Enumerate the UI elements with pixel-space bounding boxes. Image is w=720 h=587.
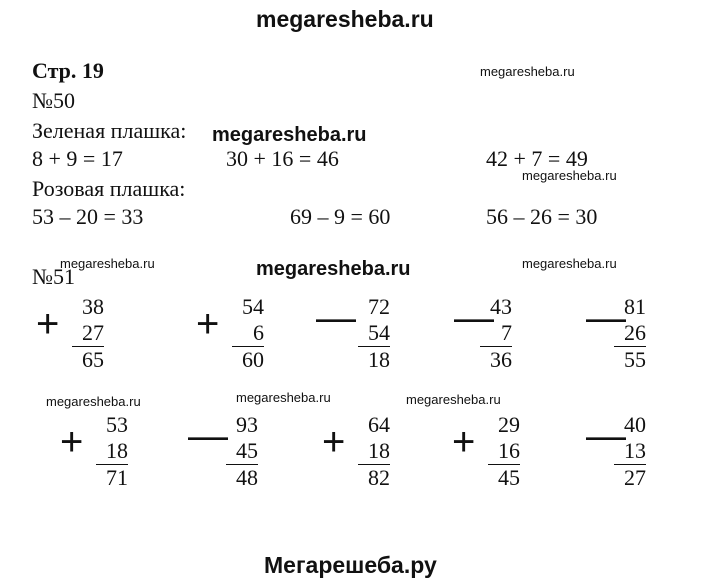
second-operand: 6 bbox=[232, 320, 264, 347]
column-sum bbox=[196, 294, 276, 378]
first-operand: 29 bbox=[498, 412, 520, 437]
first-operand: 54 bbox=[242, 294, 264, 319]
column-sum bbox=[60, 412, 140, 496]
second-operand: 26 bbox=[614, 320, 646, 347]
result: 82 bbox=[368, 465, 390, 490]
task-50-number: №50 bbox=[32, 88, 75, 113]
watermark-small: megaresheba.ru bbox=[236, 390, 331, 405]
first-operand: 38 bbox=[82, 294, 104, 319]
operation-sign: + bbox=[196, 302, 220, 346]
operation-sign: — bbox=[586, 414, 626, 458]
green-equation-1: 8 + 9 = 17 bbox=[32, 146, 123, 171]
result: 55 bbox=[624, 347, 646, 372]
watermark-small: megaresheba.ru bbox=[480, 64, 575, 79]
second-operand: 7 bbox=[480, 320, 512, 347]
second-operand: 13 bbox=[614, 438, 646, 465]
task-51-number: №51 bbox=[32, 264, 75, 289]
watermark-small: megaresheba.ru bbox=[406, 392, 501, 407]
operation-sign: — bbox=[316, 296, 356, 340]
result: 48 bbox=[236, 465, 258, 490]
result: 65 bbox=[82, 347, 104, 372]
column-difference bbox=[318, 294, 408, 378]
watermark-small: megaresheba.ru bbox=[522, 256, 617, 271]
pink-equation-3: 56 – 26 = 30 bbox=[486, 204, 598, 229]
page-number: Стр. 19 bbox=[32, 58, 104, 83]
operation-sign: — bbox=[586, 296, 626, 340]
green-equation-2: 30 + 16 = 46 bbox=[226, 146, 339, 171]
watermark-small: megaresheba.ru bbox=[522, 168, 617, 183]
watermark-medium: megaresheba.ru bbox=[256, 258, 411, 280]
operation-sign: + bbox=[452, 420, 476, 464]
first-operand: 40 bbox=[624, 412, 646, 437]
result: 71 bbox=[106, 465, 128, 490]
footer-watermark: Мегарешеба.ру bbox=[264, 552, 437, 578]
column-difference bbox=[190, 412, 270, 496]
green-label: Зеленая плашка: bbox=[32, 118, 187, 143]
operation-sign: — bbox=[188, 414, 228, 458]
pink-equation-2: 69 – 9 = 60 bbox=[290, 204, 391, 229]
first-operand: 53 bbox=[106, 412, 128, 437]
operation-sign: + bbox=[36, 302, 60, 346]
second-operand: 16 bbox=[488, 438, 520, 465]
pink-equation-1: 53 – 20 = 33 bbox=[32, 204, 144, 229]
result: 45 bbox=[498, 465, 520, 490]
operation-sign: — bbox=[454, 296, 494, 340]
column-sum bbox=[322, 412, 402, 496]
operation-sign: + bbox=[322, 420, 346, 464]
watermark-medium: megaresheba.ru bbox=[212, 124, 367, 146]
first-operand: 64 bbox=[368, 412, 390, 437]
second-operand: 18 bbox=[358, 438, 390, 465]
operation-sign: + bbox=[60, 420, 84, 464]
column-difference bbox=[456, 294, 536, 378]
header-watermark: megaresheba.ru bbox=[256, 6, 434, 32]
column-sum bbox=[452, 412, 532, 496]
column-difference bbox=[588, 294, 668, 378]
watermark-small: megaresheba.ru bbox=[46, 394, 141, 409]
second-operand: 54 bbox=[358, 320, 390, 347]
pink-label: Розовая плашка: bbox=[32, 176, 186, 201]
result: 18 bbox=[368, 347, 390, 372]
column-sum bbox=[36, 294, 116, 378]
first-operand: 93 bbox=[236, 412, 258, 437]
result: 60 bbox=[242, 347, 264, 372]
column-difference bbox=[588, 412, 668, 496]
second-operand: 18 bbox=[96, 438, 128, 465]
result: 27 bbox=[624, 465, 646, 490]
watermark-small: megaresheba.ru bbox=[60, 256, 155, 271]
result: 36 bbox=[490, 347, 512, 372]
second-operand: 45 bbox=[226, 438, 258, 465]
first-operand: 72 bbox=[368, 294, 390, 319]
green-equation-3: 42 + 7 = 49 bbox=[486, 146, 588, 171]
first-operand: 43 bbox=[490, 294, 512, 319]
first-operand: 81 bbox=[624, 294, 646, 319]
second-operand: 27 bbox=[72, 320, 104, 347]
